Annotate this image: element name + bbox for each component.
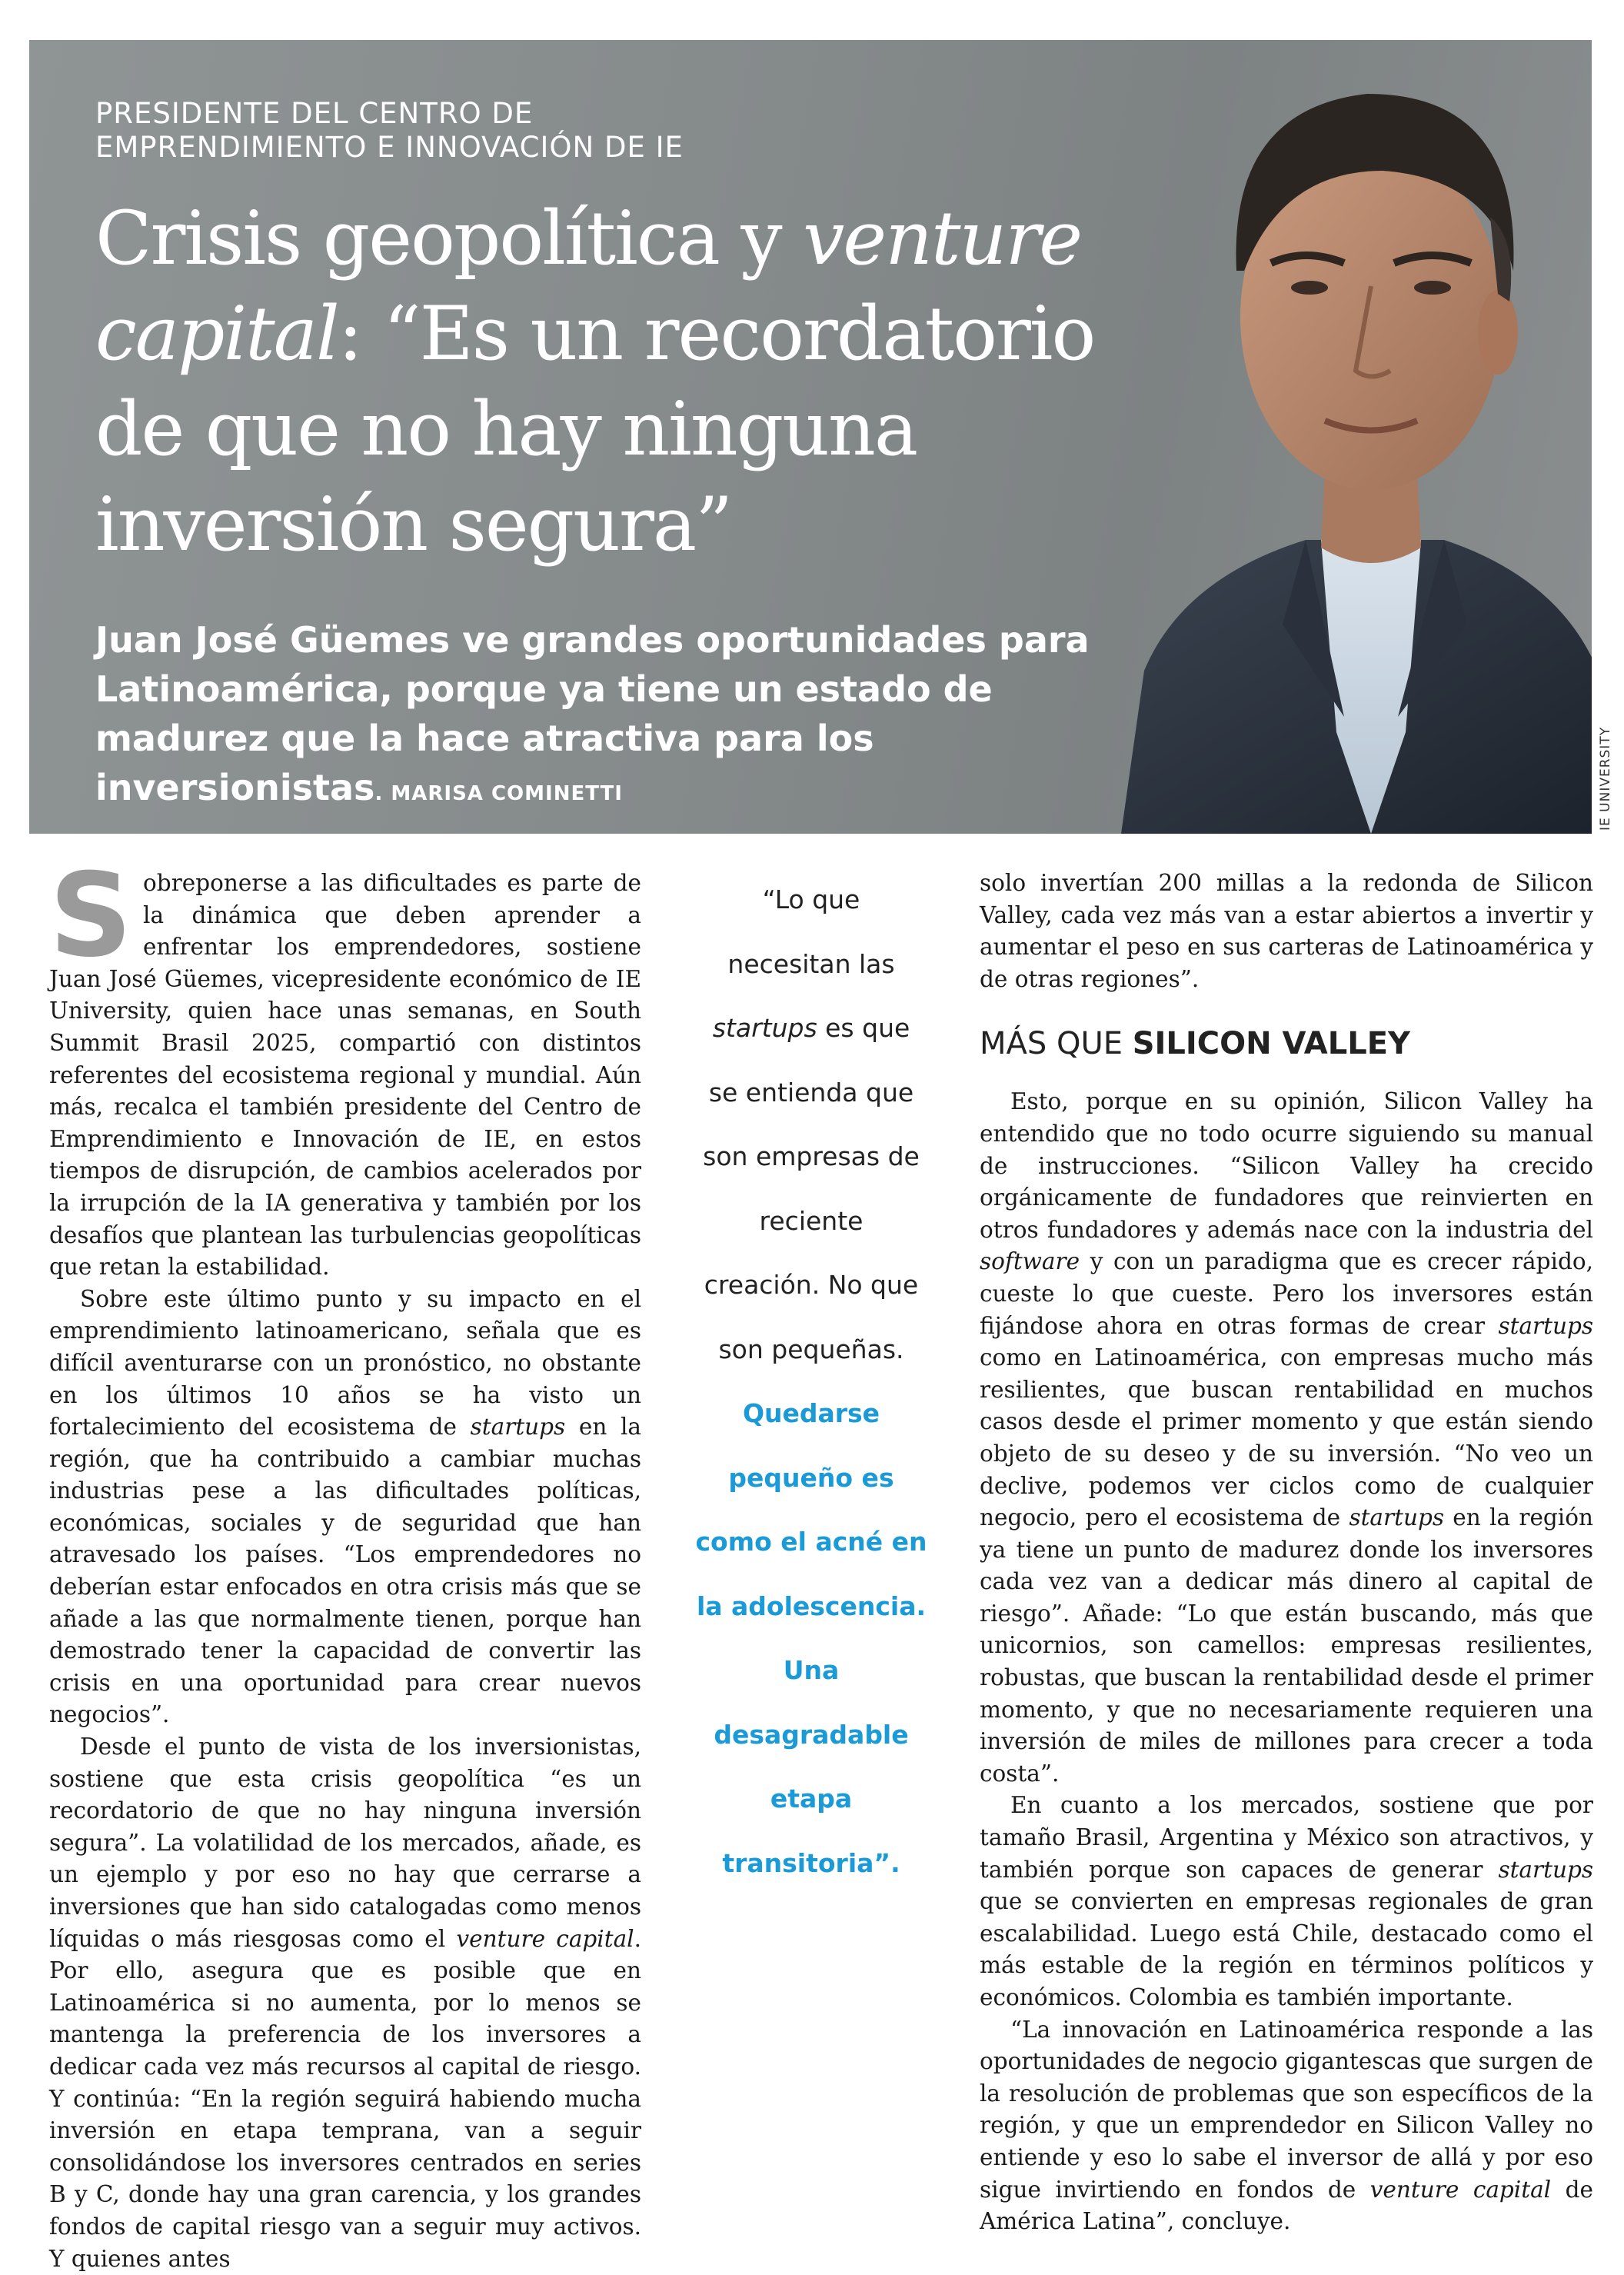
- photo-credit-text: IE UNIVERSITY: [1598, 726, 1613, 831]
- paragraph: [49, 1284, 641, 1731]
- subhead-bold: SILICON VALLEY: [1132, 1026, 1411, 1062]
- paragraph-text: y con un paradigma que es crecer rápido, cueste lo que cueste. Pero los inversores están fijándose ahora en otras formas de crear: [980, 1248, 1593, 1339]
- paragraph-text: en la región ya tiene un punto de madurez donde los inversores cada vez van a dedicar más dinero al capital de riesgo”. Añade: “Lo que están buscando, más que unicornios, son camellos: empresas resilientes, robustas, que buscan la rentabilidad desde el primer momento, y que no necesariamente requieren una inversión de miles de millones para crecer a toda costa”.: [980, 1504, 1593, 1787]
- paragraph-text: Esto, porque en su opinión, Silicon Valley ha entendido que no todo ocurre siguiendo su manual de instrucciones. “Silicon Valley ha crecido orgánicamente de fundadores que reinvierten en otros fundadores y además nace con la industria del: [980, 1088, 1593, 1243]
- pull-quote-line: son pequeñas.: [718, 1334, 904, 1364]
- paragraph-text: que se convierten en empresas regionales de gran escalabilidad. Luego está Chile, destacado como el más estable de la región en términos políticos y económicos. Colombia es también importante.: [980, 1888, 1593, 2010]
- paragraph: [980, 2014, 1593, 2238]
- headline-line-4: inversión segura”: [95, 481, 732, 568]
- italic-term: startups: [1349, 1504, 1444, 1531]
- deck-line-4: [95, 763, 1110, 818]
- paragraph-text: “La innovación en Latinoamérica responde a las oportunidades de negocio gigantescas que surgen de la resolución de problemas que son específicos de la región, y que un emprendedor en Silicon Valley no entiende y eso lo sabe el inversor de allá y por eso sigue invirtiendo en fondos de: [980, 2016, 1593, 2203]
- paragraph: [49, 1731, 641, 2275]
- pull-quote-line: reciente: [759, 1205, 864, 1236]
- italic-term: startups: [470, 1414, 566, 1441]
- paragraph-text: . Por ello, asegura que es posible que en Latinoamérica si no aumenta, por lo menos se mantenga la preferencia de los inversores a dedicar cada vez más recursos al capital de riesgo. Y continúa: “En la región seguirá habiendo mucha inversión en etapa temprana, van a seguir consolidándose los inversores centrados en series B y C, donde hay una gran carencia, y los grandes fondos de capital riesgo van a seguir muy activos. Y quienes antes: [49, 1925, 641, 2272]
- pull-quote-line: se entienda que: [708, 1077, 914, 1108]
- pull-quote-line: [677, 996, 946, 1061]
- pull-quote-highlight-line: la adolescencia.: [696, 1591, 927, 1621]
- deck-line-1: Juan José Güemes ve grandes oportunidades para: [95, 619, 1090, 661]
- italic-term: startups: [712, 1013, 817, 1043]
- subhead-light: MÁS QUE: [980, 1026, 1133, 1062]
- pull-quote-highlight-line: Quedarse: [742, 1398, 880, 1428]
- pull-quote: [677, 868, 946, 1895]
- kicker-line-1: PRESIDENTE DEL CENTRO DE: [95, 97, 534, 130]
- headline: [95, 191, 1172, 572]
- pull-quote-line: “Lo que: [762, 884, 860, 914]
- pull-quote-highlight-line: como el acné en: [695, 1527, 927, 1557]
- paragraph-text: de América Latina”, concluye.: [980, 2176, 1593, 2235]
- pull-quote-line: creación. No que: [704, 1270, 919, 1300]
- paragraph-text: En cuanto a los mercados, sostiene que por tamaño Brasil, Argentina y México son atractivos, y también porque son capaces de generar: [980, 1792, 1593, 1883]
- deck: [95, 615, 1110, 818]
- byline: . MARISA COMINETTI: [374, 782, 623, 805]
- body-column-3: [980, 868, 1593, 2238]
- italic-term: venture capital: [1369, 2176, 1552, 2203]
- paragraph-text: en la región, que ha contribuido a cambiar muchas industrias pese a las dificultades políticas, económicas, sociales y de seguridad que han atravesado los países. “Los emprendedores no deberían estar enfocados en otra crisis más que se añade a las que normalmente tienen, porque han demostrado tener la capacidad de convertir las crisis en una oportunidad para crear nuevos negocios”.: [49, 1414, 641, 1728]
- pull-quote-fragment: es que: [817, 1013, 910, 1043]
- italic-term: startups: [1498, 1856, 1593, 1883]
- italic-term: software: [980, 1248, 1080, 1275]
- headline-line-1-a: Crisis geopolítica y: [95, 195, 804, 281]
- headline-line-1-italic: venture: [803, 195, 1082, 281]
- pull-quote-highlight-line: etapa: [770, 1784, 853, 1814]
- italic-term: venture capital: [456, 1925, 634, 1952]
- headline-line-3: de que no hay ninguna: [95, 386, 917, 472]
- kicker-line-2: EMPRENDIMIENTO E INNOVACIÓN DE IE: [95, 131, 684, 164]
- paragraph-text: Desde el punto de vista de los inversionistas, sostiene que esta crisis geopolítica “es un recordatorio de que no hay ninguna inversión segura”. La volatilidad de los mercados, añade, es un ejemplo y por eso no hay que cerrarse a inversiones que han sido catalogadas como menos líquidas o más riesgosas como el: [49, 1734, 641, 1952]
- italic-term: startups: [1498, 1312, 1593, 1339]
- paragraph-text: como en Latinoamérica, con empresas mucho más resilientes, que buscan rentabilidad en muchos casos desde el primer momento y que están siendo objeto de su deseo y de su inversión. “No veo un declive, podemos ver ciclos como de cualquier negocio, pero el ecosistema de: [980, 1344, 1593, 1531]
- deck-line-3: madurez que la hace atractiva para los: [95, 718, 874, 759]
- photo-credit: [1593, 708, 1624, 831]
- headline-line-1: [95, 191, 1172, 286]
- pull-quote-highlight-line: transitoria”.: [722, 1847, 900, 1878]
- paragraph-text: Sobre este último punto y su impacto en el emprendimiento latinoamericano, señala que es difícil aventurarse con un pronóstico, no obstante en los últimos 10 años se ha visto un fortalecimiento del ecosistema de: [49, 1285, 641, 1441]
- article-header: [29, 40, 1592, 834]
- paragraph-text: obreponerse a las dificultades es parte de la dinámica que deben aprender a enfrentar los emprendedores, sostiene Juan José Güemes, vicepresidente económico de IE University, quien hace unas semanas, en South Summit Brasil 2025, compartió con distintos referentes del ecosistema regional y mundial. Aún más, recalca el también presidente del Centro de Emprendimiento e Innovación de IE, en estos tiempos de disrupción, de cambios acelerados por la irrupción de la IA generativa y también por los desafíos que plantean las turbulencias geopolíticas que retan la estabilidad.: [49, 870, 641, 1281]
- section-subhead: [980, 1024, 1593, 1063]
- pull-quote-line: son empresas de: [703, 1141, 920, 1171]
- pull-quote-highlight: [677, 1381, 946, 1895]
- pull-quote-highlight-line: desagradable: [714, 1719, 909, 1750]
- body-column-1: [49, 849, 641, 2275]
- deck-line-2: Latinoamérica, porque ya tiene un estado de: [95, 668, 993, 710]
- pull-quote-highlight-line: pequeño es: [728, 1462, 894, 1493]
- pull-quote-text: [677, 868, 946, 1381]
- deck-last: inversionistas: [95, 767, 375, 808]
- headline-line-2-b: : “Es un recordatorio: [338, 291, 1095, 377]
- paragraph: solo invertían 200 millas a la redonda de Silicon Valley, cada vez más van a estar abiertos a invertir y aumentar el peso en sus carteras de Latinoamérica y de otras regiones”.: [980, 870, 1593, 992]
- dropcap: S: [49, 849, 133, 983]
- paragraph: [980, 1790, 1593, 2014]
- pull-quote-line: necesitan las: [727, 948, 895, 979]
- paragraph: [49, 849, 641, 1284]
- headline-line-2: [95, 286, 1172, 381]
- pull-quote-highlight-line: Una: [783, 1655, 840, 1685]
- kicker: [95, 97, 1095, 165]
- paragraph: [980, 1086, 1593, 1790]
- headline-line-2-italic: capital: [95, 291, 338, 377]
